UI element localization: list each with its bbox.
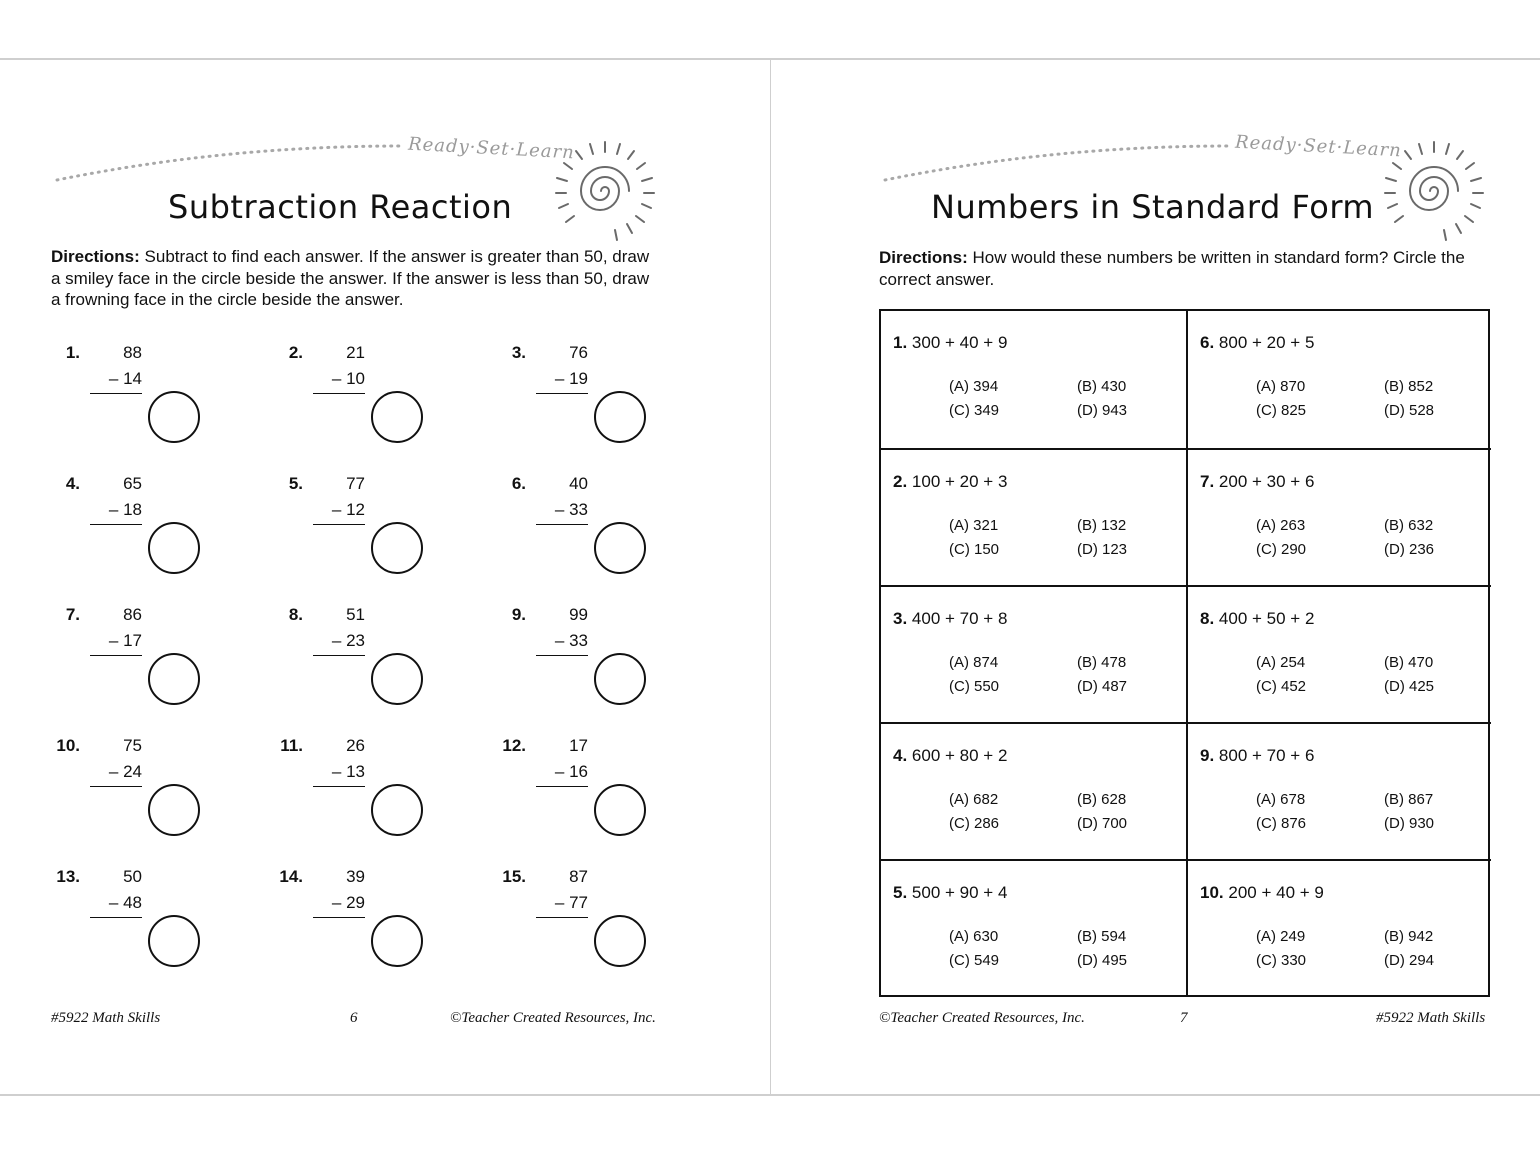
choice-d[interactable]: (D) 943	[1077, 402, 1128, 419]
minuend: 87	[569, 867, 588, 886]
page-title: Subtraction Reaction	[168, 188, 513, 226]
question-cell	[1186, 448, 1491, 585]
question-number: 3.	[893, 609, 908, 628]
problem-number: 5.	[288, 474, 303, 493]
minuend: 21	[346, 343, 365, 362]
problem-number: 15.	[502, 867, 526, 886]
subtraction-problem	[263, 605, 483, 725]
subtrahend: – 17	[108, 631, 142, 650]
subtraction-problem	[263, 474, 483, 594]
choice-c[interactable]: (C) 825	[1256, 402, 1307, 419]
footer-page-number: 6	[350, 1010, 358, 1026]
minuend: 17	[569, 736, 588, 755]
choice-c[interactable]: (C) 349	[949, 402, 1000, 419]
question-cell	[881, 585, 1186, 722]
question-cell	[881, 448, 1186, 585]
choice-c[interactable]: (C) 876	[1256, 815, 1307, 832]
minuend: 86	[123, 605, 142, 624]
subtraction-problem	[40, 474, 260, 594]
footer-left: ©Teacher Created Resources, Inc.	[879, 1010, 1085, 1026]
question-expression: 300 + 40 + 9	[911, 333, 1008, 352]
choice-a[interactable]: (A) 321	[949, 517, 999, 534]
question-expression: 800 + 70 + 6	[1218, 746, 1315, 765]
choice-b[interactable]: (B) 470	[1384, 654, 1434, 671]
directions-label: Directions:	[51, 247, 140, 266]
face-circle[interactable]	[148, 915, 200, 967]
subtraction-problem	[486, 736, 706, 856]
directions-text: Subtract to find each answer. If the answer is greater than 50, draw a smiley face in the circle beside the answer. If the answer is less than 50, draw a frowning face in the circle beside the answer.	[51, 247, 650, 309]
minuend: 26	[346, 736, 365, 755]
minuend: 99	[569, 605, 588, 624]
subtrahend: – 23	[331, 631, 365, 650]
subtraction-problem	[486, 343, 706, 463]
question-cell	[1186, 311, 1491, 448]
answer-line	[313, 393, 365, 394]
question-cell	[1186, 859, 1491, 996]
choice-d[interactable]: (D) 487	[1077, 678, 1128, 695]
question-cell	[1186, 722, 1491, 859]
brand-label: Ready·Set·Learn	[407, 133, 576, 164]
face-circle[interactable]	[594, 784, 646, 836]
dotted-arc-decoration	[883, 136, 1233, 186]
answer-line	[90, 393, 142, 394]
choice-c[interactable]: (C) 290	[1256, 541, 1307, 558]
question	[1200, 472, 1314, 492]
page-title: Numbers in Standard Form	[931, 188, 1375, 226]
subtraction-problem	[40, 605, 260, 725]
subtraction-problem	[486, 605, 706, 725]
problem-number: 8.	[288, 605, 303, 624]
question-cell	[1186, 585, 1491, 722]
question-number: 7.	[1200, 472, 1215, 491]
answer-line	[536, 393, 588, 394]
subtraction-problem	[263, 343, 483, 463]
problem-number: 6.	[511, 474, 526, 493]
face-circle[interactable]	[148, 391, 200, 443]
choice-b[interactable]: (B) 852	[1384, 378, 1434, 395]
problem-number: 7.	[65, 605, 80, 624]
subtraction-problem	[40, 736, 260, 856]
answer-line	[90, 524, 142, 525]
subtrahend: – 77	[554, 893, 588, 912]
directions	[879, 247, 1469, 290]
choice-d[interactable]: (D) 495	[1077, 952, 1128, 969]
answer-line	[536, 655, 588, 656]
subtrahend: – 24	[108, 762, 142, 781]
question	[893, 746, 1007, 766]
minuend: 77	[346, 474, 365, 493]
problem-number: 12.	[502, 736, 526, 755]
problem-number: 3.	[511, 343, 526, 362]
question-number: 10.	[1200, 883, 1224, 902]
choice-a[interactable]: (A) 870	[1256, 378, 1306, 395]
choice-a[interactable]: (A) 394	[949, 378, 999, 395]
subtrahend: – 13	[331, 762, 365, 781]
choice-b[interactable]: (B) 478	[1077, 654, 1127, 671]
face-circle[interactable]	[371, 915, 423, 967]
problem-number: 4.	[65, 474, 80, 493]
question-expression: 400 + 70 + 8	[911, 609, 1008, 628]
subtrahend: – 33	[554, 500, 588, 519]
answer-line	[313, 524, 365, 525]
face-circle[interactable]	[371, 653, 423, 705]
answer-line	[313, 786, 365, 787]
choice-d[interactable]: (D) 294	[1384, 952, 1435, 969]
choice-b[interactable]: (B) 132	[1077, 517, 1127, 534]
answer-line	[536, 524, 588, 525]
choice-d[interactable]: (D) 123	[1077, 541, 1128, 558]
minuend: 65	[123, 474, 142, 493]
minuend: 76	[569, 343, 588, 362]
answer-line	[313, 917, 365, 918]
choice-d[interactable]: (D) 236	[1384, 541, 1435, 558]
choice-a[interactable]: (A) 874	[949, 654, 999, 671]
answer-line	[90, 786, 142, 787]
directions-label: Directions:	[879, 248, 968, 267]
left-page	[0, 58, 770, 1096]
minuend: 39	[346, 867, 365, 886]
question-expression: 200 + 40 + 9	[1228, 883, 1324, 902]
choice-b[interactable]: (B) 594	[1077, 928, 1127, 945]
question-expression: 500 + 90 + 4	[911, 883, 1008, 902]
problem-number: 14.	[279, 867, 303, 886]
face-circle[interactable]	[594, 391, 646, 443]
subtrahend: – 12	[331, 500, 365, 519]
minuend: 51	[346, 605, 365, 624]
answer-line	[90, 655, 142, 656]
choice-a[interactable]: (A) 630	[949, 928, 999, 945]
choice-c[interactable]: (C) 452	[1256, 678, 1307, 695]
question-cell	[881, 859, 1186, 996]
face-circle[interactable]	[148, 784, 200, 836]
answer-line	[90, 917, 142, 918]
question-number: 1.	[893, 333, 908, 352]
problem-number: 11.	[280, 736, 303, 755]
footer-left: #5922 Math Skills	[51, 1010, 161, 1026]
subtraction-problem	[40, 343, 260, 463]
problem-number: 2.	[288, 343, 303, 362]
footer-right: #5922 Math Skills	[1376, 1010, 1486, 1026]
face-circle[interactable]	[371, 522, 423, 574]
face-circle[interactable]	[148, 653, 200, 705]
question-expression: 200 + 30 + 6	[1218, 472, 1315, 491]
choice-d[interactable]: (D) 528	[1384, 402, 1435, 419]
question	[893, 333, 1007, 353]
face-circle[interactable]	[371, 391, 423, 443]
question-cell	[881, 311, 1186, 448]
sun-icon	[550, 136, 660, 246]
subtrahend: – 10	[331, 369, 365, 388]
choice-a[interactable]: (A) 682	[949, 791, 999, 808]
minuend: 40	[569, 474, 588, 493]
choice-c[interactable]: (C) 330	[1256, 952, 1307, 969]
face-circle[interactable]	[594, 653, 646, 705]
problem-number: 9.	[511, 605, 526, 624]
problem-number: 1.	[65, 343, 80, 362]
problem-number: 13.	[56, 867, 80, 886]
minuend: 88	[123, 343, 142, 362]
choice-c[interactable]: (C) 286	[949, 815, 1000, 832]
face-circle[interactable]	[594, 915, 646, 967]
choice-c[interactable]: (C) 549	[949, 952, 1000, 969]
choice-d[interactable]: (D) 700	[1077, 815, 1128, 832]
brand-label: Ready·Set·Learn	[1234, 131, 1403, 162]
choice-a[interactable]: (A) 249	[1256, 928, 1306, 945]
directions-text: How would these numbers be written in standard form? Circle the correct answer.	[879, 248, 1465, 289]
question	[1200, 333, 1314, 353]
choice-c[interactable]: (C) 550	[949, 678, 1000, 695]
question-cell	[881, 722, 1186, 859]
face-circle[interactable]	[371, 784, 423, 836]
face-circle[interactable]	[148, 522, 200, 574]
choice-a[interactable]: (A) 254	[1256, 654, 1306, 671]
subtrahend: – 14	[108, 369, 142, 388]
subtraction-problem	[486, 867, 706, 987]
question-expression: 600 + 80 + 2	[911, 746, 1008, 765]
directions	[51, 246, 651, 311]
face-circle[interactable]	[594, 522, 646, 574]
question-number: 5.	[893, 883, 908, 902]
subtrahend: – 29	[331, 893, 365, 912]
right-page	[771, 58, 1540, 1096]
answer-line	[536, 786, 588, 787]
choice-a[interactable]: (A) 678	[1256, 791, 1306, 808]
question-expression: 400 + 50 + 2	[1218, 609, 1315, 628]
question-expression: 100 + 20 + 3	[911, 472, 1008, 491]
question	[893, 609, 1007, 629]
question-number: 6.	[1200, 333, 1215, 352]
choice-b[interactable]: (B) 867	[1384, 791, 1434, 808]
subtraction-problem	[40, 867, 260, 987]
question	[1200, 883, 1324, 903]
subtraction-problem	[486, 474, 706, 594]
question-number: 8.	[1200, 609, 1215, 628]
question-number: 2.	[893, 472, 908, 491]
answer-line	[536, 917, 588, 918]
choice-b[interactable]: (B) 628	[1077, 791, 1127, 808]
question	[1200, 609, 1314, 629]
dotted-arc-decoration	[55, 136, 405, 186]
subtrahend: – 16	[554, 762, 588, 781]
minuend: 50	[123, 867, 142, 886]
answer-choices-table	[879, 309, 1490, 997]
subtrahend: – 48	[108, 893, 142, 912]
sun-icon	[1379, 136, 1489, 246]
question	[1200, 746, 1314, 766]
footer-page-number: 7	[1180, 1010, 1188, 1026]
problem-number: 10.	[56, 736, 80, 755]
choice-c[interactable]: (C) 150	[949, 541, 1000, 558]
answer-line	[313, 655, 365, 656]
question	[893, 472, 1007, 492]
subtraction-problem	[263, 736, 483, 856]
subtrahend: – 19	[554, 369, 588, 388]
subtrahend: – 18	[108, 500, 142, 519]
question-number: 9.	[1200, 746, 1215, 765]
minuend: 75	[123, 736, 142, 755]
question-expression: 800 + 20 + 5	[1218, 333, 1315, 352]
choice-b[interactable]: (B) 632	[1384, 517, 1434, 534]
choice-d[interactable]: (D) 930	[1384, 815, 1435, 832]
subtraction-problem	[263, 867, 483, 987]
choice-d[interactable]: (D) 425	[1384, 678, 1435, 695]
choice-b[interactable]: (B) 430	[1077, 378, 1127, 395]
question	[893, 883, 1007, 903]
choice-a[interactable]: (A) 263	[1256, 517, 1306, 534]
choice-b[interactable]: (B) 942	[1384, 928, 1434, 945]
question-number: 4.	[893, 746, 908, 765]
subtrahend: – 33	[554, 631, 588, 650]
footer-right: ©Teacher Created Resources, Inc.	[450, 1010, 656, 1026]
